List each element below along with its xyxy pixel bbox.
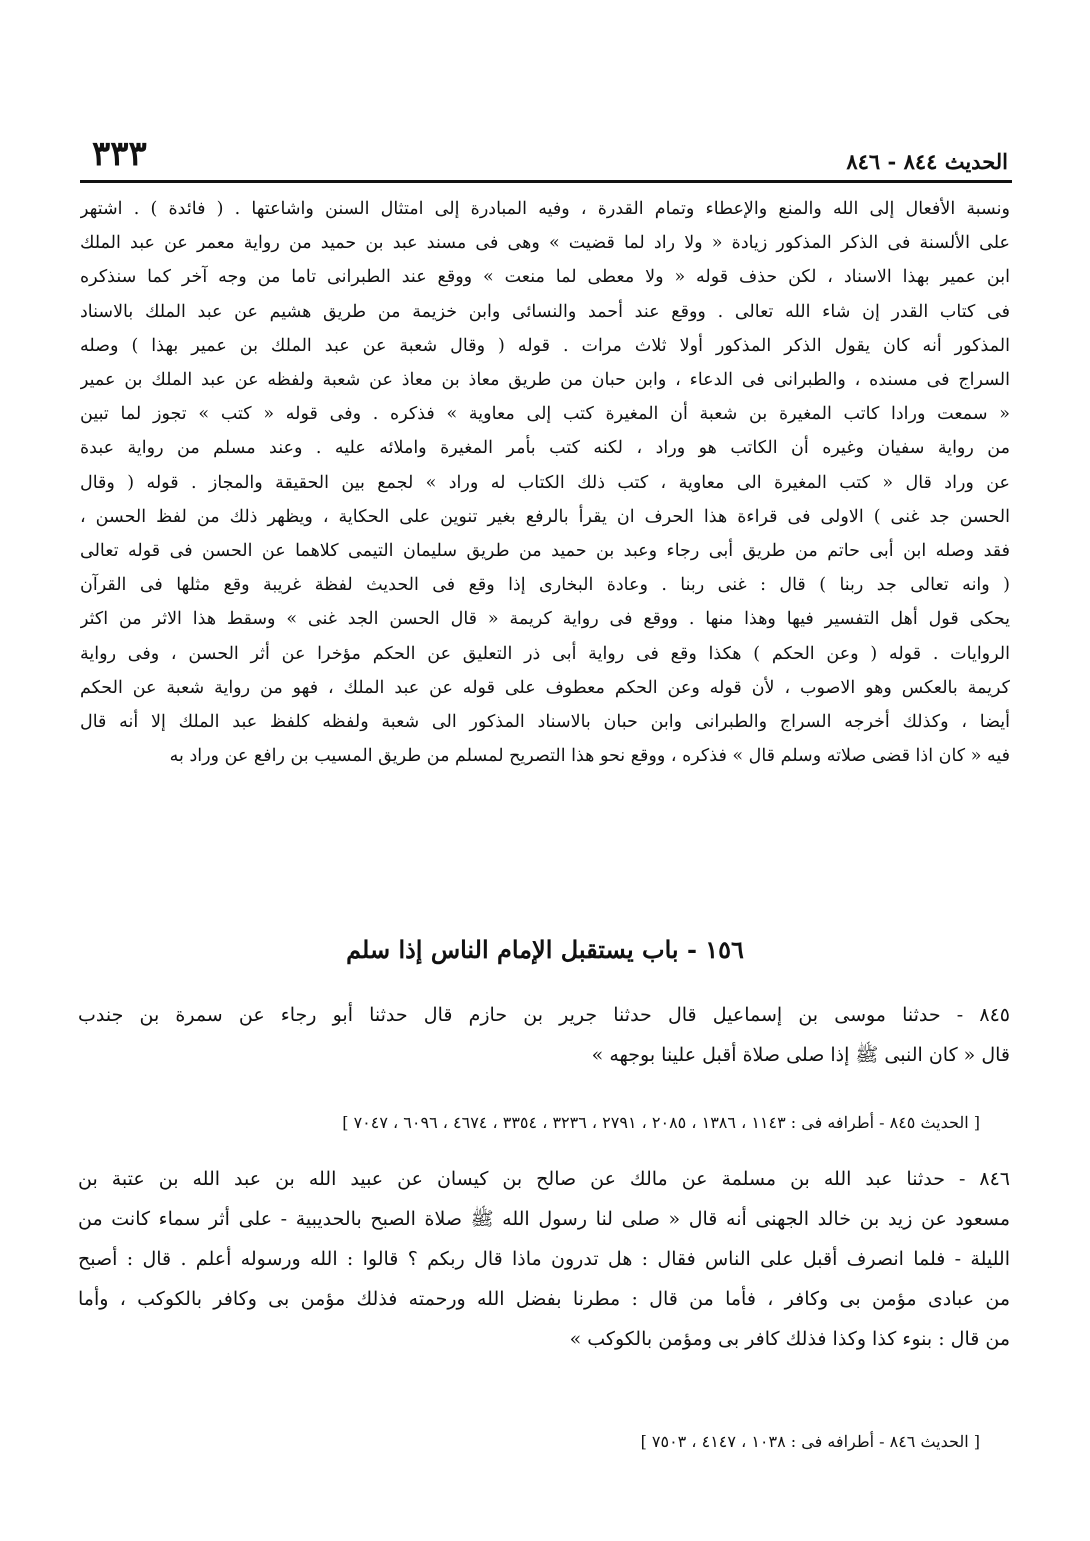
- chapter-heading: ١٥٦ - باب يستقبل الإمام الناس إذا سلم: [346, 935, 744, 964]
- page-number: ٣٣٣: [92, 134, 147, 174]
- hadith-845: [78, 995, 1010, 1075]
- commentary-line: فيه « كان اذا قضى صلاته وسلم قال » فذكره ، ووقع نحو هذا التصريح لمسلم من طريق المسيب بن رافع عن وراد به: [169, 746, 1010, 767]
- page-header: [92, 128, 1008, 174]
- commentary-line: الحسن جد غنى ) الاولى فى قراءة هذا الحرف ان يقرأ بالرفع بغير تنوين على الحكاية ، ويظهر ذلك من لفظ الحسن ،: [80, 506, 1010, 527]
- commentary-line: أيضا ، وكذلك أخرجه السراج والطبرانى وابن حبان بالاسناد المذكور الى شعبة ولفظه كلفظ عبد الملك إلا أنه قال: [80, 712, 1010, 733]
- commentary-line: على الألسنة فى الذكر المذكور زيادة « ولا راد لما قضيت » وهى فى مسند عبد بن حميد من رواية معمر عن عبد الملك: [80, 233, 1010, 254]
- hadith-line: مسعود عن زيد بن خالد الجهنى أنه قال « صلى لنا رسول الله ﷺ صلاة الصبح بالحديبية - على أثر سماء كانت من: [78, 1208, 1010, 1230]
- commentary-block: [80, 192, 1010, 773]
- hadith-line: من قال : بنوء كذا وكذا فذلك كافر بى ومؤمن بالكوكب »: [569, 1328, 1010, 1350]
- hadith-line: ٨٤٥ - حدثنا موسى بن إسماعيل قال حدثنا جرير بن حازم قال حدثنا أبو رجاء عن سمرة بن جندب: [78, 1004, 1010, 1026]
- commentary-line: من رواية سفيان وغيره أن الكاتب هو وراد ، لكنه كتب بأمر المغيرة واملائه عليه . وعند مسلم من رواية عبدة: [80, 438, 1010, 459]
- hadith-846-cross-reference: [ الحديث ٨٤٦ - أطرافه فى : ١٠٣٨ ، ٤١٤٧ ، ٧٥٠٣ ]: [640, 1432, 980, 1451]
- commentary-line: يحكى قول أهل التفسير فيها وهذا منها . ووقع فى رواية كريمة « قال الحسن الجد غنى » وسقط هذا الاثر من اكثر: [80, 609, 1010, 630]
- hadith-line: قال « كان النبى ﷺ إذا صلى صلاة أقبل علينا بوجهه »: [591, 1044, 1010, 1066]
- hadith-line: ٨٤٦ - حدثنا عبد الله بن مسلمة عن مالك عن صالح بن كيسان عن عبيد الله بن عبد الله بن عتبة بن: [78, 1168, 1010, 1190]
- running-head: الحديث ٨٤٤ - ٨٤٦: [846, 149, 1008, 174]
- header-rule: [80, 180, 1012, 183]
- commentary-line: عن وراد قال « كتب المغيرة الى معاوية ، كتب ذلك الكتاب له وراد » لجمع بين الحقيقة والمجاز . قوله ( وقال: [80, 472, 1010, 493]
- hadith-846: [78, 1159, 1010, 1359]
- hadith-line: من عبادى مؤمن بى وكافر ، فأما من قال : مطرنا بفضل الله ورحمته فذلك مؤمن بى وكافر بالكوكب ، وأما: [78, 1288, 1010, 1310]
- commentary-line: الروايات . قوله ( وعن الحكم ) هكذا وقع فى رواية أبى ذر التعليق عن الحكم مؤخرا عن أثر الحسن ، وفى رواية: [80, 643, 1010, 664]
- commentary-line: فقد وصله ابن أبى حاتم من طريق أبى رجاء وعبد بن حميد من طريق سليمان التيمى كلاهما عن الحسن فى قوله تعالى: [80, 541, 1010, 562]
- commentary-line: ابن عمير بهذا الاسناد ، لكن حذف قوله « ولا معطى لما منعت » ووقع عند الطبرانى تاما من وجه آخر كما سنذكره: [80, 267, 1010, 288]
- commentary-line: ( وانه تعالى جد ربنا ) قال : غنى ربنا . وعادة البخارى إذا وقع فى الحديث لفظة غريبة وقع مثلها فى القرآن: [80, 575, 1010, 596]
- commentary-line: ونسبة الأفعال إلى الله والمنع والإعطاء وتمام القدرة ، وفيه المبادرة إلى امتثال السنن واشاعتها . ( فائدة ) . اشتهر: [80, 199, 1010, 219]
- commentary-line: « سمعت ورادا كاتب المغيرة بن شعبة أن المغيرة كتب إلى معاوية » فذكره . وفى قوله « كتب » تجوز لما تبين: [80, 404, 1010, 425]
- commentary-line: كريمة بالعكس وهو الاصوب ، لأن قوله وعن الحكم معطوف على قوله عن عبد الملك ، فهو من رواية شعبة عن الحكم: [80, 677, 1010, 698]
- hadith-line: الليلة - فلما انصرف أقبل على الناس فقال : هل تدرون ماذا قال ربكم ؟ قالوا : الله ورسوله أعلم . قال : أصبح: [78, 1248, 1010, 1270]
- commentary-line: السراج فى مسنده ، والطبرانى فى الدعاء ، وابن حبان من طريق معاذ بن معاذ عن شعبة ولفظه عن عبد الملك بن عمير: [80, 370, 1010, 391]
- hadith-845-cross-reference: [ الحديث ٨٤٥ - أطرافه فى : ١١٤٣ ، ١٣٨٦ ، ٢٠٨٥ ، ٢٧٩١ ، ٣٢٣٦ ، ٣٣٥٤ ، ٤٦٧٤ ، ٦٠٩٦ ، ٧٠٤٧ ]: [342, 1113, 980, 1132]
- commentary-line: فى كتاب القدر إن شاء الله تعالى . ووقع عند أحمد والنسائى وابن خزيمة من طريق هشيم عن عبد الملك بالاسناد: [80, 301, 1010, 322]
- commentary-line: المذكور أنه كان يقول الذكر المذكور أولا ثلاث مرات . قوله ( وقال شعبة عن عبد الملك بن عمير بهذا ) وصله: [80, 335, 1010, 356]
